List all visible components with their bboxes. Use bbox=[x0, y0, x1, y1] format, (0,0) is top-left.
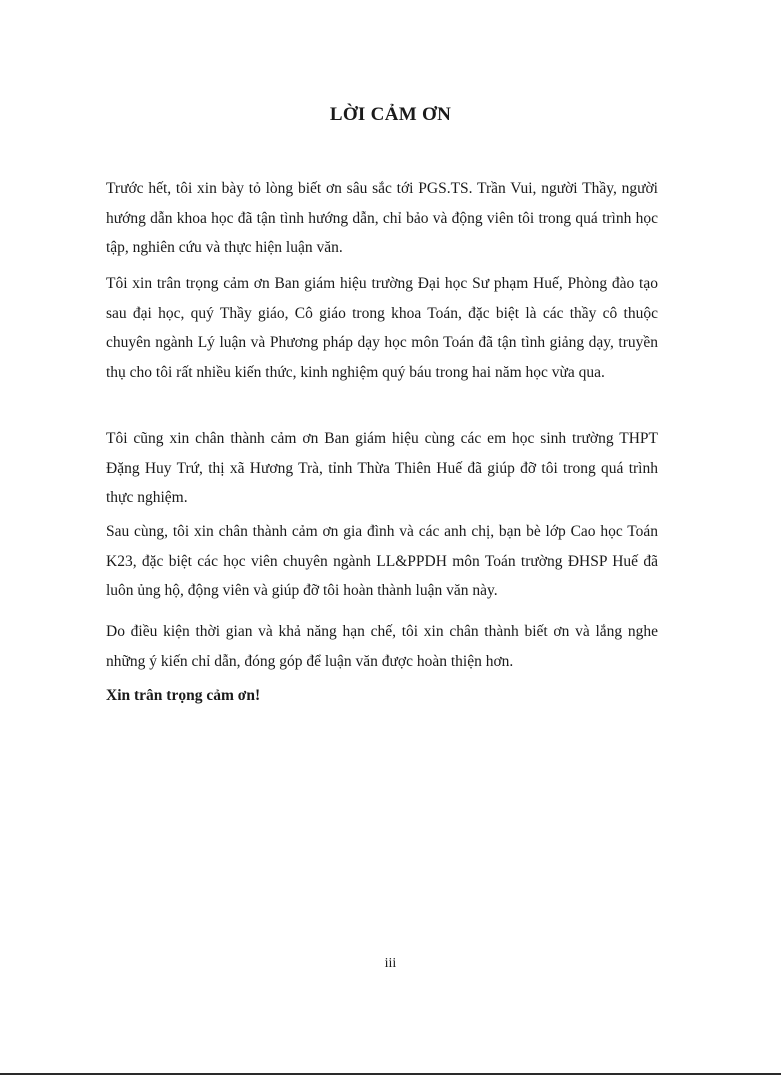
paragraph-4: Sau cùng, tôi xin chân thành cảm ơn gia đình và các anh chị, bạn bè lớp Cao học Toán K23, đặc biệt các học viên chuyên ngành LL&PPDH môn Toán trường ĐHSP Huế đã luôn ủng hộ, động viên và giúp đỡ tôi hoàn thành luận văn này. bbox=[106, 523, 658, 599]
bottom-divider bbox=[0, 1073, 781, 1075]
paragraph-1: Trước hết, tôi xin bày tỏ lòng biết ơn sâu sắc tới PGS.TS. Trần Vui, người Thầy, người hướng dẫn khoa học đã tận tình hướng dẫn, chỉ bảo và động viên tôi trong quá trình học tập, nghiên cứu và thực hiện luận văn. bbox=[106, 180, 658, 256]
paragraph-3: Tôi cũng xin chân thành cảm ơn Ban giám hiệu cùng các em học sinh trường THPT Đặng Huy Trứ, thị xã Hương Trà, tỉnh Thừa Thiên Huế đã giúp đỡ tôi trong quá trình thực nghiệm. bbox=[106, 430, 658, 506]
closing-line: Xin trân trọng cảm ơn! bbox=[106, 687, 261, 704]
page-title: LỜI CẢM ƠN bbox=[329, 104, 452, 125]
paragraph-2: Tôi xin trân trọng cảm ơn Ban giám hiệu trường Đại học Sư phạm Huế, Phòng đào tạo sau đại học, quý Thầy giáo, Cô giáo trong khoa Toán, đặc biệt là các thầy cô thuộc chuyên ngành Lý luận và Phương pháp dạy học môn Toán đã tận tình giảng dạy, truyền thụ cho tôi rất nhiều kiến thức, kinh nghiệm quý báu trong hai năm học vừa qua. bbox=[106, 275, 658, 381]
paragraph-5: Do điều kiện thời gian và khả năng hạn chế, tôi xin chân thành biết ơn và lắng nghe những ý kiến chỉ dẫn, đóng góp để luận văn được hoàn thiện hơn. bbox=[106, 623, 658, 670]
page-number: iii bbox=[384, 956, 397, 971]
